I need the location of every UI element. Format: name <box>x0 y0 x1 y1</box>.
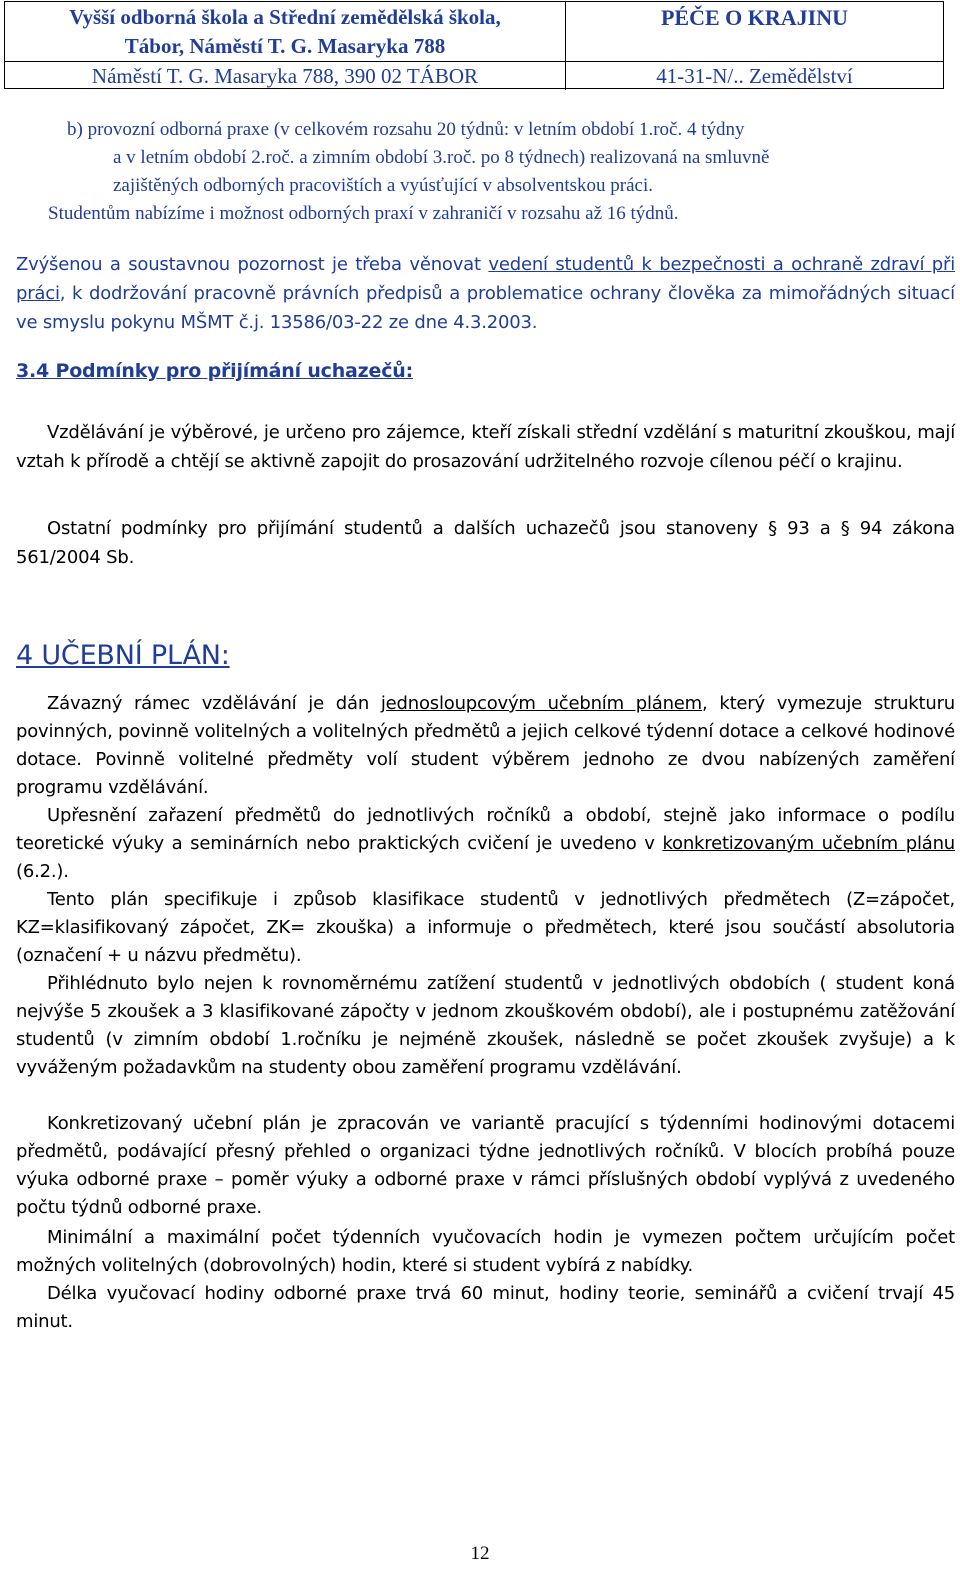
program-title: PÉČE O KRAJINU <box>566 2 943 62</box>
school-name-line2: Tábor, Náměstí T. G. Masaryka 788 <box>5 32 566 62</box>
page-header <box>4 1 944 89</box>
plan-paragraph-7: Délka vyučovací hodiny odborné praxe trvá 60 minut, hodiny teorie, seminářů a cvičení trvají 45 minut. <box>16 1283 955 1332</box>
plan-paragraph-5: Konkretizovaný učební plán je zpracován ve variantě pracující s týdenními hodinovými dotacemi předmětů, podávající přesný přehled o organizaci týdne jednotlivých ročníků. V blocích probíhá pouze výuka odborné praxe – poměr výuky a odborné praxe v rámci příslušných období vyplývá z uvedeného počtu týdnů odborné praxe. <box>16 1113 955 1218</box>
safety-text-pre: Zvýšenou a soustavnou pozornost je třeba věnovat <box>16 254 489 275</box>
admission-paragraph-2: Ostatní podmínky pro přijímání studentů a dalších uchazečů jsou stanoveny § 93 a § 94 zákona 561/2004 Sb. <box>16 518 955 568</box>
school-address: Náměstí T. G. Masaryka 788, 390 02 TÁBOR <box>5 62 566 90</box>
safety-paragraph <box>16 250 955 337</box>
plan-p2-post: (6.2.). <box>16 861 69 882</box>
list-b-line3: zajištěných odborných pracovištích a vyúsťující v absolventskou práci. <box>113 175 653 196</box>
school-name-line1: Vyšší odborná škola a Střední zemědělská škola, <box>5 2 566 32</box>
plan-p1-pre: Závazný rámec vzdělávání je dán <box>47 693 381 714</box>
plan-p1-post: , který vymezuje strukturu povinných, povinně volitelných a volitelných předmětů a jejich celkové týdenní dotace a celkové hodinové dotace. Povinně volitelné předměty volí student výběrem jednoho ze dvou nabízených zaměření programu vzdělávání. <box>16 693 955 798</box>
admission-paragraph-1: Vzdělávání je výběrové, je určeno pro zájemce, kteří získali střední vzdělání s maturitní zkouškou, mají vztah k přírodě a chtějí se aktivně zapojit do prosazování udržitelného rozvoje cílenou péčí o krajinu. <box>16 422 955 472</box>
section-3-4-heading: 3.4 Podmínky pro přijímání uchazečů: <box>16 360 414 382</box>
list-b-line1: b) provozní odborná praxe (v celkovém rozsahu 20 týdnů: v letním období 1.roč. 4 týdny <box>67 119 745 140</box>
plan-p1-link: jednosloupcovým učebním plánem <box>380 693 703 714</box>
list-b-line4: Studentům nabízíme i možnost odborných praxí v zahraničí v rozsahu až 16 týdnů. <box>48 203 679 224</box>
list-b-abroad <box>48 200 936 228</box>
plan-p2-link: konkretizovaným učebním plánu <box>662 833 955 854</box>
plan-paragraph-1 <box>16 690 955 802</box>
list-item-b <box>67 116 955 200</box>
page-number: 12 <box>470 1543 490 1564</box>
section-4-heading: 4 UČEBNÍ PLÁN: <box>16 640 230 671</box>
plan-p2-pre: Upřesnění zařazení předmětů do jednotlivých ročníků a období, stejně jako informace o podílu teoretické výuky a seminárních nebo praktických cvičení je uvedeno v <box>16 805 955 854</box>
plan-paragraph-3: Tento plán specifikuje i způsob klasifikace studentů v jednotlivých předmětech (Z=zápočet, KZ=klasifikovaný zápočet, ZK= zkouška) a informuje o předmětech, které jsou součástí absolutoria (označení + u názvu předmětu). <box>16 889 955 966</box>
safety-link: vedení studentů k bezpečnosti a ochraně zdraví při práci <box>16 254 956 304</box>
plan-paragraph-2 <box>16 802 955 886</box>
safety-text-post: , k dodržování pracovně právních předpisů a problematice ochrany člověka za mimořádných situací ve smyslu pokynu MŠMT č.j. 13586/03-22 ze dne 4.3.2003. <box>16 283 955 333</box>
plan-paragraph-6: Minimální a maximální počet týdenních vyučovacích hodin je vymezen počtem určujícím počet možných volitelných (dobrovolných) hodin, které si student vybírá z nabídky. <box>16 1227 955 1276</box>
list-b-line2: a v letním období 2.roč. a zimním období 3.roč. po 8 týdnech) realizovaná na smluvně <box>113 147 770 168</box>
program-code: 41-31-N/.. Zemědělství <box>656 63 853 88</box>
plan-paragraph-4: Přihlédnuto bylo nejen k rovnoměrnému zatížení studentů v jednotlivých obdobích ( student koná nejvýše 5 zkoušek a 3 klasifikované zápočty v jednom zkouškovém období), ale i postupnému zatěžování studentů (v zimním období 1.ročníku je nejméně zkoušek, následně se počet zkoušek zvyšuje) a k vyváženým požadavkům na studenty obou zaměření programu vzdělávání. <box>16 973 955 1078</box>
